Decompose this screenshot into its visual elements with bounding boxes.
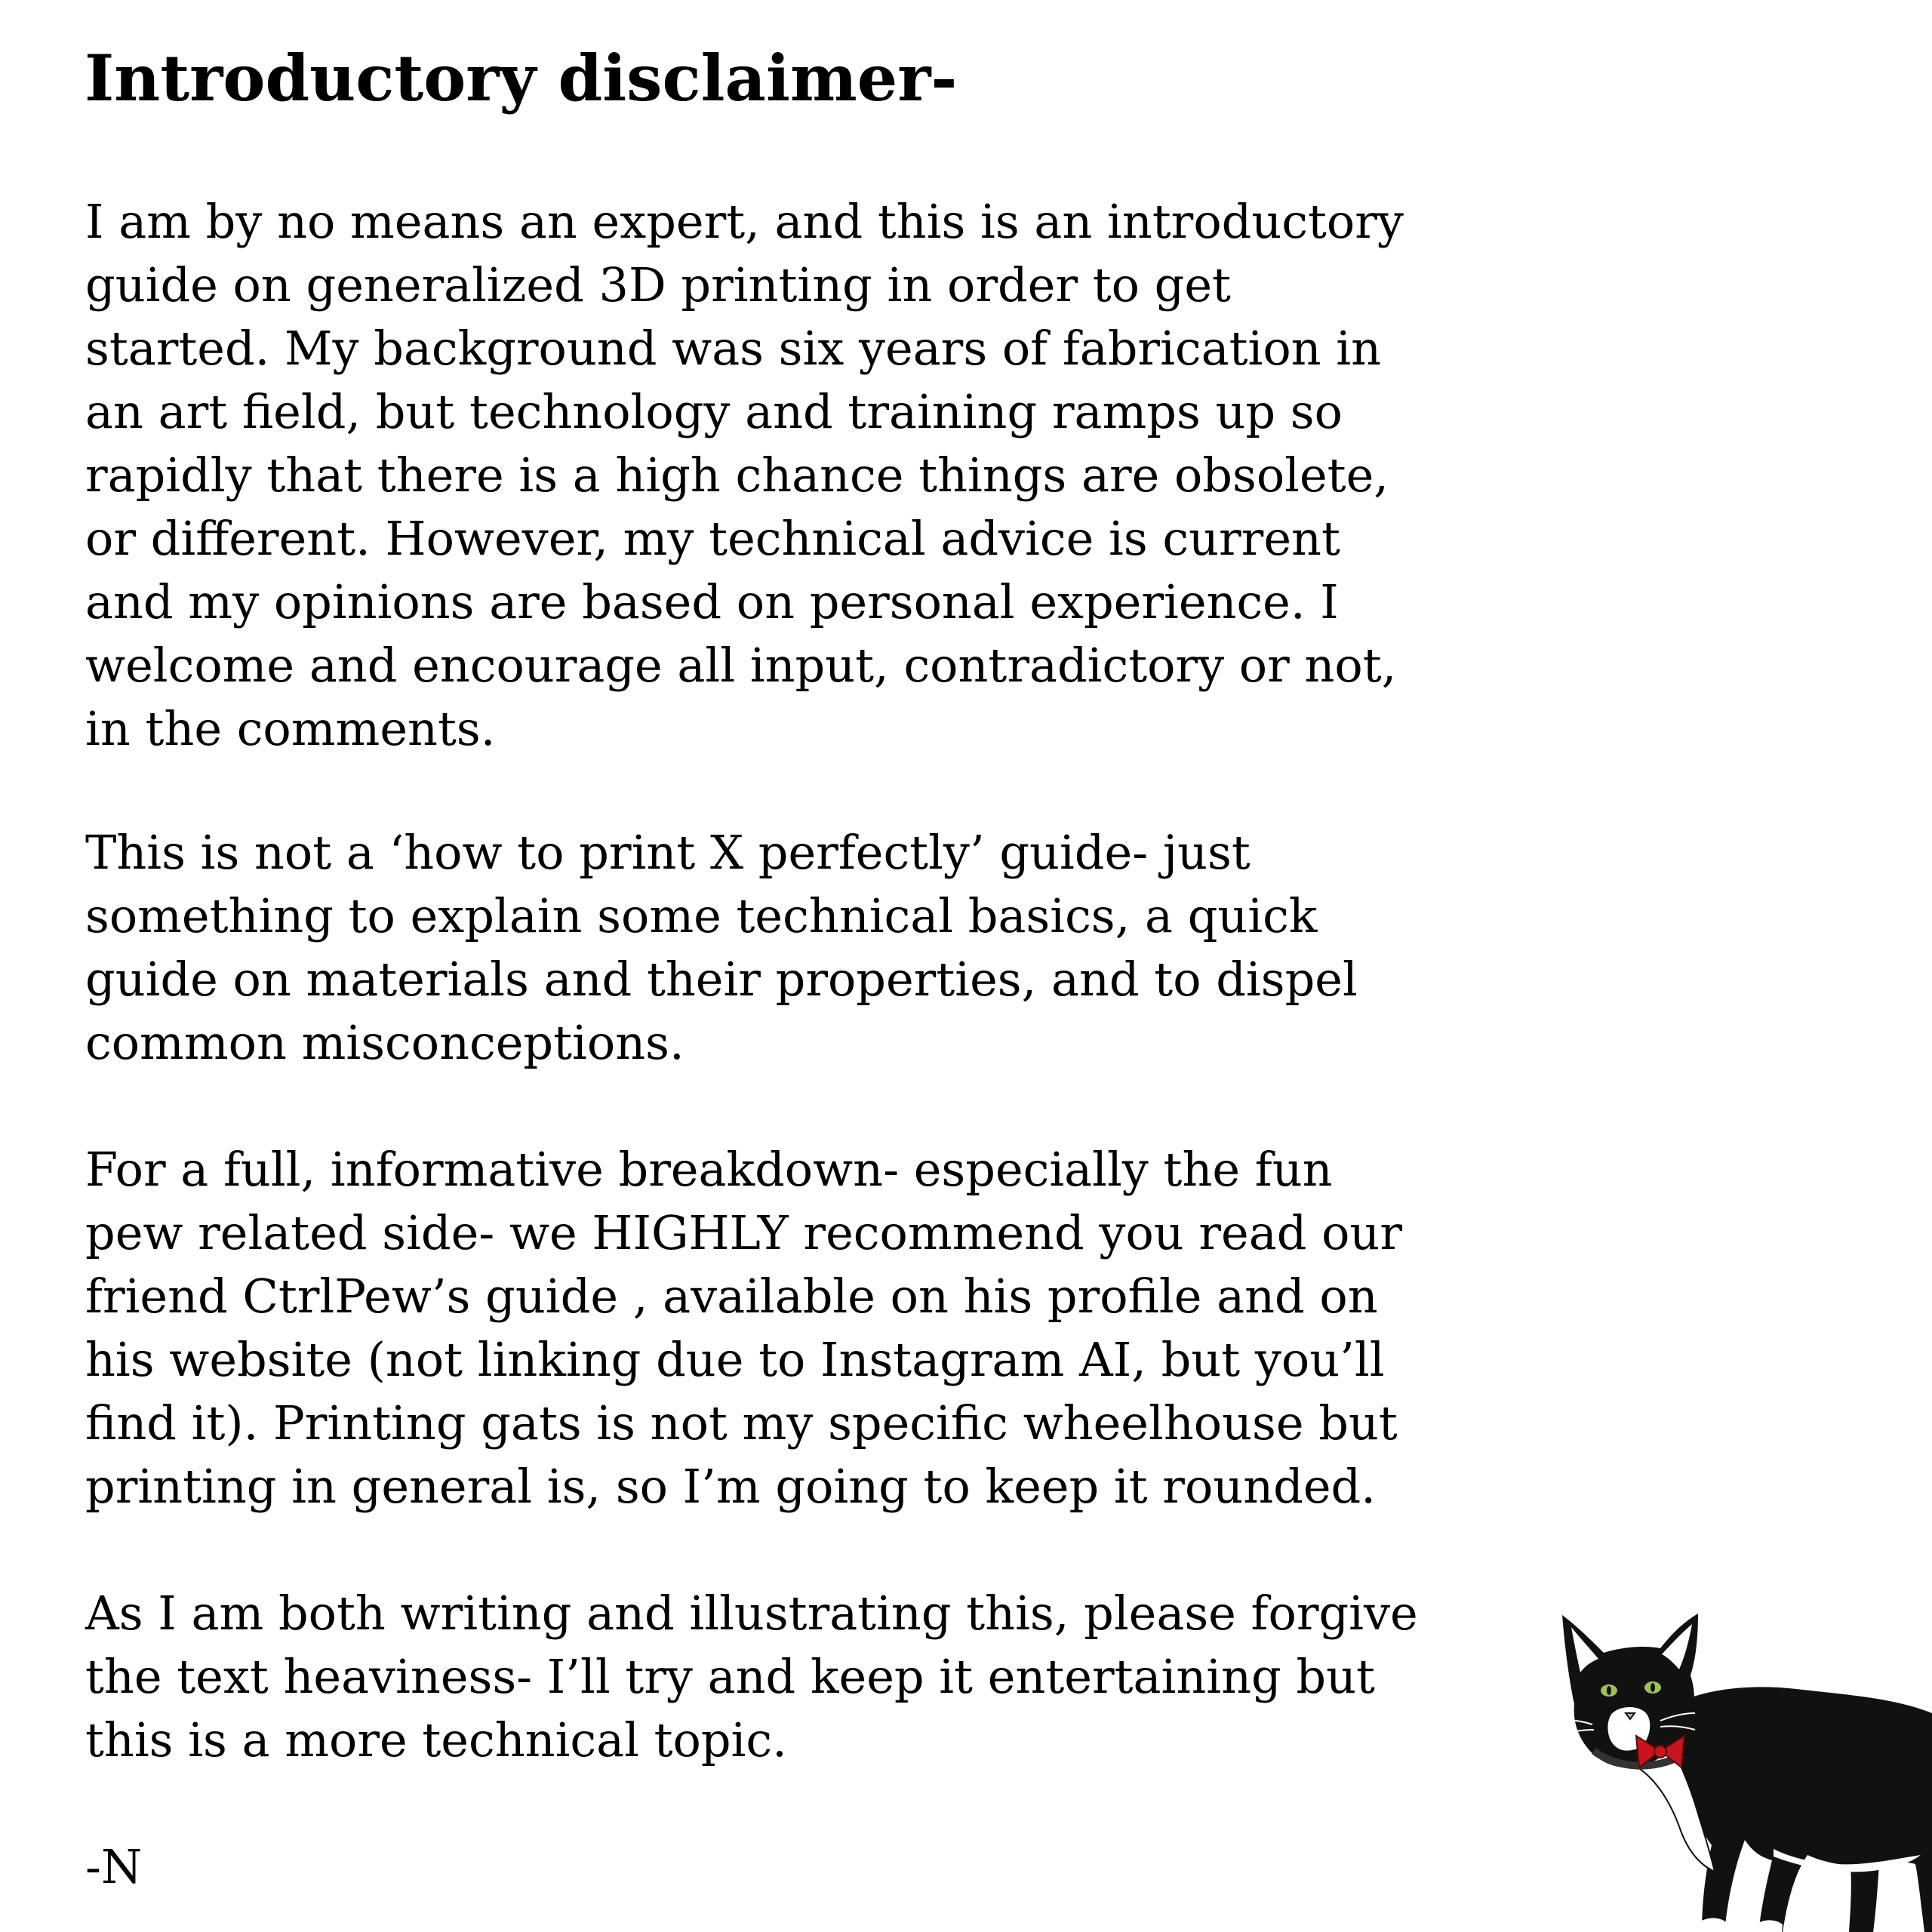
paragraph-line: in the comments. [85, 701, 496, 756]
paragraph-line: For a full, informative breakdown- especially the fun [85, 1142, 1333, 1197]
paragraph-line: find it). Printing gats is not my specific wheelhouse but [85, 1395, 1398, 1451]
paragraph-line: guide on generalized 3D printing in order to get [85, 257, 1231, 312]
paragraph-line: As I am both writing and illustrating this, please forgive [85, 1586, 1418, 1641]
paragraph-line: printing in general is, so I’m going to keep it rounded. [85, 1459, 1376, 1514]
paragraph-line: the text heaviness- I’ll try and keep it entertaining but [85, 1649, 1375, 1704]
paragraph-line: and my opinions are based on personal experience. I [85, 574, 1339, 629]
paragraph-line: friend CtrlPew’s guide , available on his profile and on [85, 1269, 1378, 1324]
cat-body [1558, 1614, 1932, 1932]
paragraph-line: his website (not linking due to Instagram AI, but you’ll [85, 1332, 1385, 1387]
signature: -N [85, 1839, 143, 1894]
paragraph-line: something to explain some technical basics, a quick [85, 888, 1318, 943]
paragraph-line: an art field, but technology and training ramps up so [85, 384, 1343, 439]
paragraph-4 [85, 1582, 1418, 1772]
paragraph-line: started. My background was six years of fabrication in [85, 321, 1382, 376]
paragraph-line: I am by no means an expert, and this is an introductory [85, 194, 1404, 249]
paragraph-line: common misconceptions. [85, 1015, 685, 1070]
paragraph-line: This is not a ‘how to print X perfectly’ guide- just [85, 825, 1251, 880]
paragraph-line: or different. However, my technical advice is current [85, 511, 1340, 566]
paragraph-line: guide on materials and their properties, and to dispel [85, 952, 1358, 1007]
paragraph-1 [85, 190, 1404, 761]
paragraph-2 [85, 821, 1358, 1075]
paragraph-line: pew related side- we HIGHLY recommend you read our [85, 1205, 1402, 1260]
page-title: Introductory disclaimer- [85, 41, 958, 115]
paragraph-line: this is a more technical topic. [85, 1712, 787, 1767]
paragraph-3 [85, 1138, 1402, 1518]
cat-illustration [1547, 1600, 1932, 1932]
paragraph-line: welcome and encourage all input, contradictory or not, [85, 638, 1397, 693]
paragraph-line: rapidly that there is a high chance things are obsolete, [85, 448, 1389, 503]
